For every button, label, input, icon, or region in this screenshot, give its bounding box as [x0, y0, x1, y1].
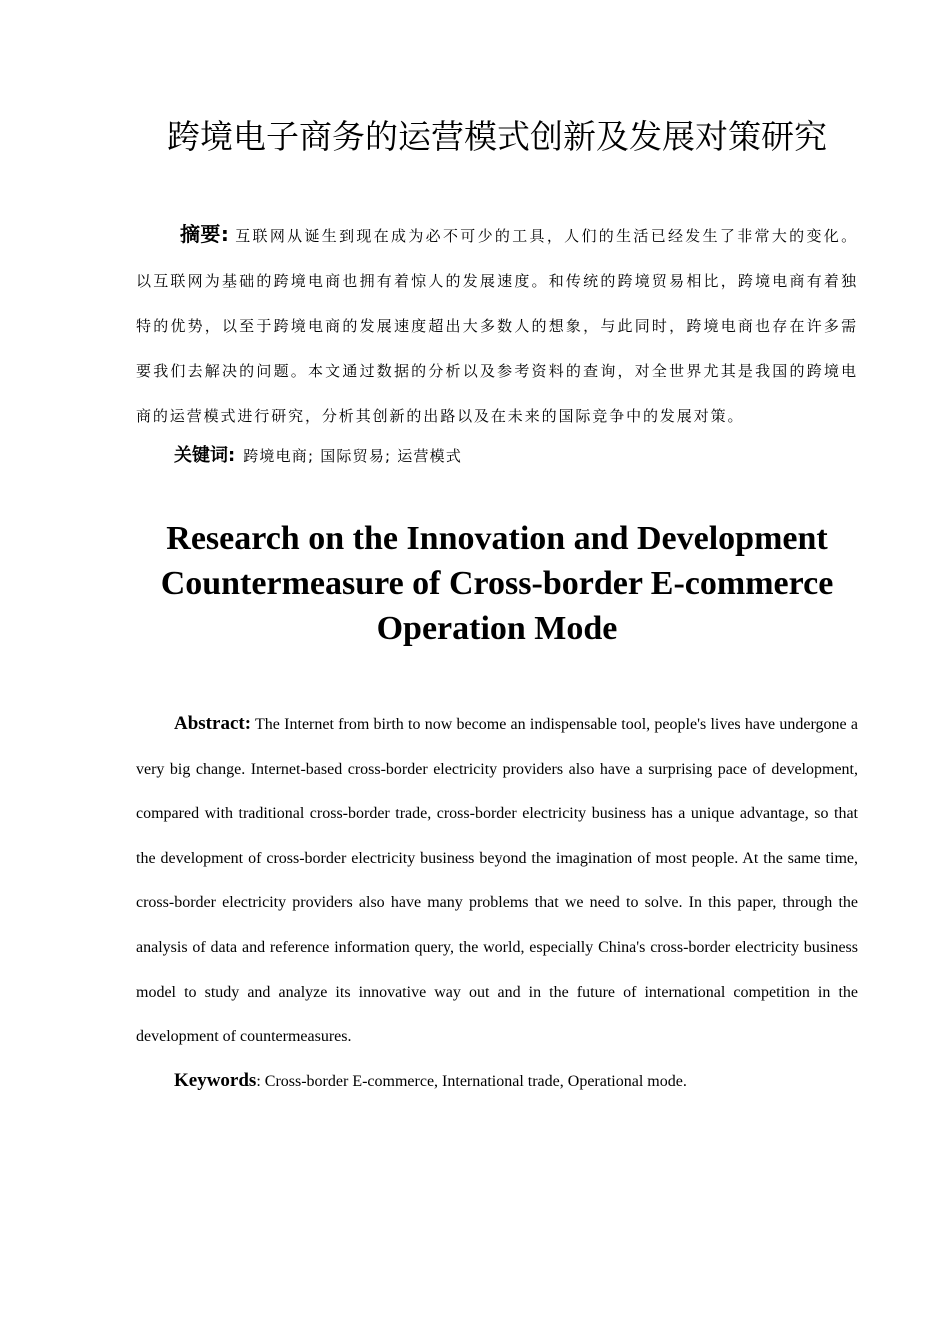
english-keywords-label: Keywords — [174, 1070, 257, 1091]
english-abstract-label: Abstract: — [174, 713, 252, 734]
english-keywords-text: : Cross-border E-commerce, International trade, Operational mode. — [256, 1073, 687, 1090]
chinese-abstract-label: 摘要: — [180, 222, 229, 246]
chinese-keywords-label: 关键词: — [174, 445, 236, 466]
english-keywords — [136, 1061, 858, 1102]
english-abstract — [136, 702, 858, 1060]
chinese-keywords-text: 跨境电商; 国际贸易; 运营模式 — [243, 447, 463, 465]
chinese-title: 跨境电子商务的运营模式创新及发展对策研究 — [167, 117, 827, 156]
chinese-abstract-text: 互联网从诞生到现在成为必不可少的工具，人们的生活已经发生了非常大的变化。以互联网为基础的跨境电商也拥有着惊人的发展速度。和传统的跨境贸易相比，跨境电商有着独特的优势，以至于跨境电商的发展速度超出大多数人的想象，与此同时，跨境电商也存在许多需要我们去解决的问题。本文通过数据的分析以及参考资料的查询，对全世界尤其是我国的跨境电商的运营模式进行研究，分析其创新的出路以及在未来的国际竞争中的发展对策。 — [136, 227, 859, 425]
chinese-keywords — [136, 438, 858, 474]
english-abstract-text: The Internet from birth to now become an indispensable tool, people's lives have undergone a very big change. Internet-based cross-border electricity providers also have a surprising pace of development, compared with traditional cross-border trade, cross-border electricity business has a unique advantage, so that the development of cross-border electricity business beyond the imagination of most people. At the same time, cross-border electricity providers also have many problems that we need to solve. In this paper, through the analysis of data and reference information query, the world, especially China's cross-border electricity business model to study and analyze its innovative way out and in the future of international competition in the development of countermeasures. — [136, 716, 858, 1046]
english-title: Research on the Innovation and Development Countermeasure of Cross-border E-commerce Operation Mode — [160, 520, 834, 647]
chinese-abstract — [136, 212, 858, 439]
